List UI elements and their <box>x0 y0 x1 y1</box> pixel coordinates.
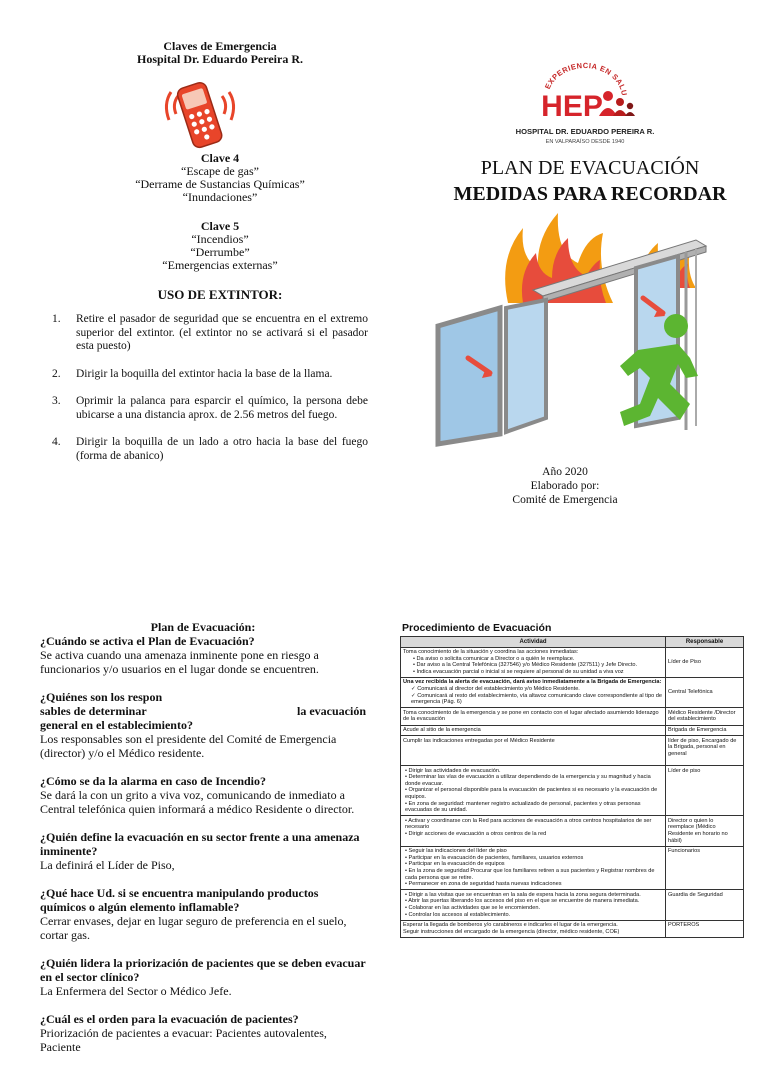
activity-bullet: • En zona de seguridad: mantener registro actualizado de personal, pacientes y otras personas evacuadas de su unidad. <box>403 801 663 814</box>
hospital-logo <box>510 58 660 148</box>
faq-answer: La definirá el Líder de Piso, <box>40 858 175 872</box>
faq-question: ¿Cuándo se activa el Plan de Evacuación? <box>40 634 255 648</box>
step-text: Oprimir la palanca para esparcir el químico, la persona debe ubicarse a una distancia aprox. de 2.56 metros del fuego. <box>76 395 368 421</box>
faq-title: Plan de Evacuación: <box>150 620 256 634</box>
activity-bullet: • En la zona de seguridad Procurar que los familiares retiren a sus pacientes y Registrar nombres de cada persona que se retire. <box>403 868 663 881</box>
activity-cell: Toma conocimiento de la emergencia y se pone en contacto con el lugar afectado asumiendo liderazgo de la evacuación <box>401 708 666 725</box>
activity-bullets <box>403 818 663 838</box>
credits <box>470 465 660 507</box>
activity-checks <box>403 686 663 706</box>
credits-committee: Comité de Emergencia <box>512 494 618 506</box>
activity-intro: Una vez recibida la alerta de evacuación, dará aviso inmediatamente a la Brigada de Emergencia: <box>403 679 662 686</box>
logo-hospital-name: HOSPITAL DR. EDUARDO PEREIRA R. <box>515 127 655 136</box>
activity-bullet: • Indica evacuación parcial o inicial si se requiere al personal de su unidad a viva voz <box>411 669 663 676</box>
table-row <box>401 766 744 816</box>
table-row <box>401 736 744 766</box>
step-text: Dirigir la boquilla del extintor hacia la base de la llama. <box>76 367 333 380</box>
activity-bullet: • Dirigir acciones de evacuación a otros centros de la red <box>403 831 663 838</box>
clave-5-item: “Emergencias externas” <box>162 258 278 272</box>
logo-letters: HEP <box>541 90 603 123</box>
responsible-cell: Brigada de Emergencia <box>666 725 744 736</box>
activity-bullet: • Dirigir a las visitas que se encuentran en la sala de espera hacia la zona segura determinada. <box>403 892 663 899</box>
step-text: Retire el pasador de seguridad que se encuentra en el extremo superior del extintor. (el extintor no se activará si el pasador esta puesto) <box>76 313 368 352</box>
table-header-row <box>401 637 744 648</box>
faq-question: ¿Cómo se da la alarma en caso de Incendio? <box>40 774 266 788</box>
activity-bullet: • Dirigir las actividades de evacuación. <box>403 768 663 775</box>
activity-bullet: • Controlar los accesos al establecimiento. <box>403 912 663 919</box>
people-icon <box>599 91 635 116</box>
faq-item <box>40 830 366 872</box>
responsible-cell: Director o quien lo reemplace (Médico Residente en horario no hábil) <box>666 816 744 846</box>
faq-item <box>40 886 366 942</box>
activity-intro: Esperar la llegada de bomberos y/o carabineros e indicarles el lugar de la emergencia. <box>403 922 618 929</box>
table-row <box>401 677 744 707</box>
activity-bullet: • Colaborar en las actividades que se le encomienden. <box>403 905 663 912</box>
faq-question: ¿Cuál es el orden para la evacuación de pacientes? <box>40 1012 299 1026</box>
fire-exit-illustration <box>428 208 750 448</box>
extinguisher-title: USO DE EXTINTOR: <box>157 287 283 302</box>
faq-question: ¿Quién define la evacuación en su sector frente a una amenaza inminente? <box>40 830 360 858</box>
credits-year: Año 2020 <box>542 466 588 478</box>
faq-answer: La Enfermera del Sector o Médico Jefe. <box>40 984 232 998</box>
phone-icon <box>160 74 240 154</box>
table-row <box>401 920 744 937</box>
activity-cell <box>401 677 666 707</box>
table-row <box>401 725 744 736</box>
activity-bullet: • Activar y coordinarse con la Red para acciones de evacuación a otros centros hospitalarios de ser necesario <box>403 818 663 831</box>
evacuation-faq <box>40 620 366 1068</box>
extinguisher-steps <box>52 313 368 477</box>
faq-answer: Priorización de pacientes a evacuar: Pacientes autovalentes, Paciente <box>40 1026 327 1054</box>
table-row <box>401 846 744 890</box>
activity-bullet: • Participar en la evacuación de equipos <box>403 861 663 868</box>
clave-4-item: “Escape de gas” <box>181 164 259 178</box>
faq-item <box>40 774 366 816</box>
table-row <box>401 816 744 846</box>
plan-subtitle: MEDIDAS PARA RECORDAR <box>453 183 727 205</box>
step-item <box>52 313 368 354</box>
activity-cell <box>401 846 666 890</box>
activity-cell <box>401 647 666 677</box>
activity-bullet: • Organizar el personal disponible para la evacuación de pacientes si es necesario y la evacuación de equipos. <box>403 787 663 800</box>
procedure-table <box>400 636 744 938</box>
activity-cell: Acude al sitio de la emergencia <box>401 725 666 736</box>
faq-item <box>40 690 366 760</box>
clave-5-item: “Incendios” <box>191 232 249 246</box>
responsible-cell: PORTEROS <box>666 920 744 937</box>
activity-intro: Seguir instrucciones del encargado de la emergencia (director, médico residente, COE) <box>403 928 620 935</box>
logo-arc-text: EXPERIENCIA EN SALU <box>542 60 629 97</box>
activity-bullets <box>403 892 663 918</box>
activity-bullet: • Da aviso o solicita comunicar a Director o a quién le reemplace. <box>411 656 663 663</box>
faq-item <box>40 956 366 998</box>
activity-cell <box>401 920 666 937</box>
activity-bullet: • Participar en la evacuación de pacientes, familiares, usuarios externos <box>403 855 663 862</box>
step-item <box>52 436 368 463</box>
clave-5-title: Clave 5 <box>200 219 240 233</box>
clave-5-section <box>60 220 380 272</box>
logo-since: EN VALPARAÍSO DESDE 1940 <box>545 139 625 145</box>
clave-4-title: Clave 4 <box>200 151 240 165</box>
credits-by: Elaborado por: <box>530 480 600 492</box>
table-row <box>401 890 744 920</box>
clave-4-item: “Derrame de Sustancias Químicas” <box>135 177 305 191</box>
step-text: Dirigir la boquilla de un lado a otro hacia la base del fuego (forma de abanico) <box>76 436 368 462</box>
faq-question-part: la evacuación <box>297 704 366 718</box>
faq-answer: Cerrar envases, dejar en lugar seguro de preferencia en el suelo, cortar gas. <box>40 914 347 942</box>
faq-question: ¿Qué hace Ud. si se encuentra manipulando productos químicos o algún elemento inflamable? <box>40 886 319 914</box>
step-number: 2. <box>52 367 61 380</box>
activity-bullet: • Abrir las puertas liberando los accesos del piso en el que se encuentre de manera inmediata. <box>403 898 663 905</box>
responsible-cell: Médico Residente /Director del establecimiento <box>666 708 744 725</box>
step-item <box>52 368 368 382</box>
faq-question-split <box>40 704 366 718</box>
activity-cell: Cumplir las indicaciones entregadas por el Médico Residente <box>401 736 666 766</box>
step-number: 3. <box>52 395 61 407</box>
activity-cell <box>401 816 666 846</box>
procedure-title: Procedimiento de Evacuación <box>402 622 552 634</box>
activity-bullet: • Seguir las indicaciones del líder de piso <box>403 848 663 855</box>
plan-title: PLAN DE EVACUACIÓN <box>480 157 700 179</box>
activity-bullet: • Permanecer en zona de seguridad hasta nuevas indicaciones <box>403 881 663 888</box>
column-header-activity: Actividad <box>401 637 666 648</box>
faq-question: ¿Quién lidera la priorización de pacientes que se deben evacuar en el sector clínico? <box>40 956 366 984</box>
faq-answer: Se dará la con un grito a viva voz, comunicando de inmediato a Central telefónica quien informará a médico Residente o director. <box>40 788 355 816</box>
clave-4-section <box>60 152 380 204</box>
faq-answer: Los responsables son el presidente del Comité de Emergencia (director) y/o el Médico residente. <box>40 732 337 760</box>
clave-5-item: “Derrumbe” <box>190 245 250 259</box>
faq-item <box>40 1012 366 1054</box>
faq-question-part: sables de determinar <box>40 704 147 718</box>
activity-bullet: • Dar aviso a la Central Telefónica (327546) y/o Médico Residente (327511) y Jefe Directo. <box>411 662 663 669</box>
activity-check: ✓ Comunicará al resto del establecimiento, vía altavoz comunicando clave correspondiente al tipo de emergencia (Pág. 6) <box>409 693 663 706</box>
activity-bullets <box>403 848 663 888</box>
responsible-cell: Líder de piso <box>666 766 744 816</box>
step-number: 1. <box>52 313 61 325</box>
activity-check: ✓ Comunicará al director del establecimiento y/o Médico Residente. <box>409 686 663 693</box>
step-item <box>52 395 368 422</box>
header-line1: Claves de Emergencia <box>163 39 277 53</box>
clave-4-item: “Inundaciones” <box>182 190 258 204</box>
activity-intro: Toma conocimiento de la situación y coordina las acciones inmediatas: <box>403 649 579 656</box>
responsible-cell: Central Telefónica <box>666 677 744 707</box>
activity-bullet: • Determinar las vías de evacuación a utilizar dependiendo de la emergencia y su magnitud y hacia donde evacuar. <box>403 774 663 787</box>
column-header-responsible: Responsable <box>666 637 744 648</box>
responsible-cell: Líder de Piso <box>666 647 744 677</box>
responsible-cell: Funcionarios <box>666 846 744 890</box>
activity-cell <box>401 890 666 920</box>
responsible-cell: líder de piso, Encargado de la Brigada, personal en general <box>666 736 744 766</box>
table-row <box>401 647 744 677</box>
activity-bullets <box>403 768 663 814</box>
faq-item <box>40 634 366 676</box>
responsible-cell: Guardia de Seguridad <box>666 890 744 920</box>
table-row <box>401 708 744 725</box>
activity-cell <box>401 766 666 816</box>
brochure-header <box>60 40 380 66</box>
faq-question: general en el establecimiento? <box>40 718 193 732</box>
faq-answer: Se activa cuando una amenaza inminente pone en riesgo a funcionarios y/o usuarios en el lugar donde se encuentren. <box>40 648 319 676</box>
faq-question: ¿Quiénes son los respon <box>40 690 163 704</box>
step-number: 4. <box>52 436 61 448</box>
header-line2: Hospital Dr. Eduardo Pereira R. <box>136 52 303 66</box>
activity-bullets <box>403 656 663 676</box>
